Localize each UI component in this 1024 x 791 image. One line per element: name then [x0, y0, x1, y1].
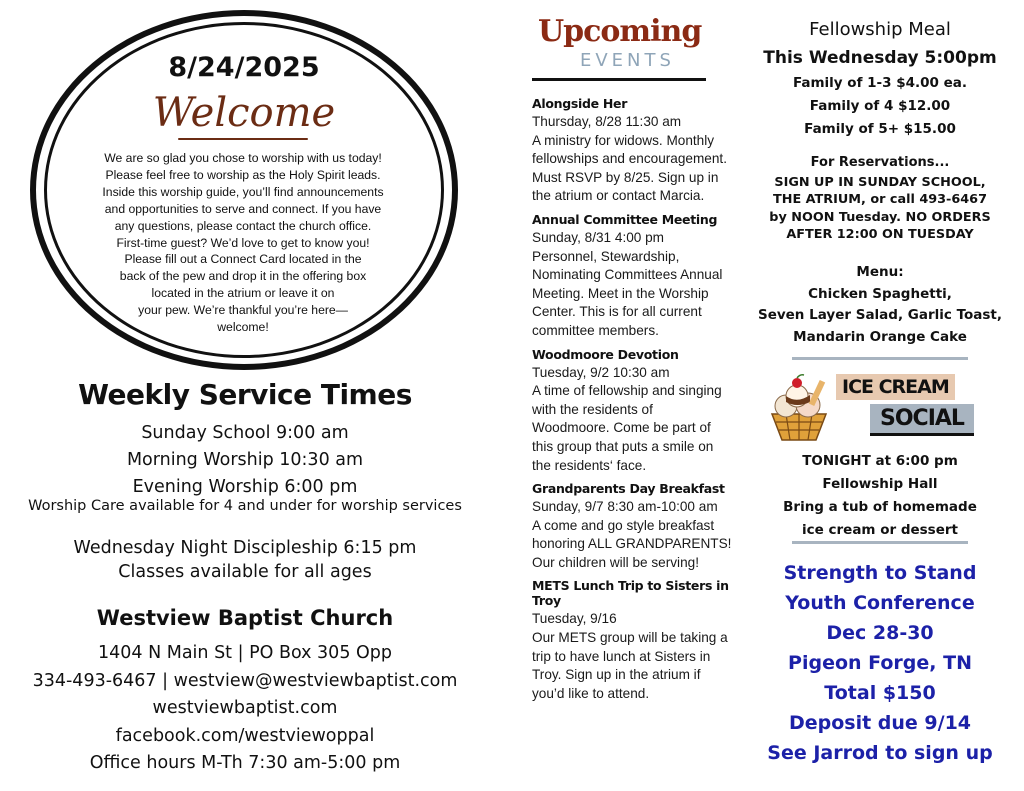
morning-worship-time: Morning Worship 10:30 am — [126, 450, 364, 470]
event-title: Woodmoore Devotion — [532, 346, 679, 362]
fellowship-title: Fellowship Meal — [809, 19, 951, 40]
ice-cream-title: ICE CREAM — [836, 374, 955, 400]
classes-note: Classes available for all ages — [118, 562, 372, 582]
welcome-line: located in the atrium or leave it on — [151, 286, 335, 301]
menu-heading: Menu: — [856, 264, 904, 280]
welcome-line: welcome! — [217, 320, 269, 335]
events-list — [532, 96, 760, 709]
menu-item: Mandarin Orange Cake — [793, 328, 967, 345]
welcome-line: and opportunities to serve and connect. If you have — [104, 201, 382, 216]
ice-cream-where: Fellowship Hall — [822, 476, 938, 492]
welcome-line: Please fill out a Connect Card located in the — [124, 252, 362, 267]
reservation-line: SIGN UP IN SUNDAY SCHOOL, — [774, 174, 986, 190]
youth-conference — [752, 558, 1008, 768]
ice-cream-details — [760, 450, 1000, 542]
event-line: Woodmoore. Come be part of — [532, 420, 711, 436]
event-title: Annual Committee Meeting — [532, 211, 718, 227]
church-contact — [10, 640, 480, 778]
event-item — [532, 96, 760, 206]
church-address: 1404 N Main St | PO Box 305 Opp — [97, 643, 393, 663]
event-item — [532, 347, 760, 476]
office-hours: Office hours M-Th 7:30 am-5:00 pm — [89, 753, 401, 773]
event-line: A ministry for widows. Monthly — [532, 132, 715, 148]
event-line: committee members. — [532, 322, 659, 338]
fellowship-meal — [760, 16, 1000, 141]
worship-care-note: Worship Care available for 4 and under for worship services — [28, 498, 462, 514]
service-times-list — [10, 420, 480, 501]
church-website-link[interactable]: westviewbaptist.com — [152, 698, 338, 718]
event-title: METS Lunch Trip to Sisters in Troy — [532, 578, 729, 609]
welcome-line: First-time guest? We’d love to get to know you! — [116, 235, 370, 250]
reservation-line: AFTER 12:00 ON TUESDAY — [786, 227, 974, 242]
event-line: honoring ALL GRANDPARENTS! — [532, 536, 732, 552]
youth-line: Total $150 — [824, 682, 936, 704]
event-line: Nominating Committees Annual — [532, 267, 723, 283]
event-line: A time of fellowship and singing — [532, 383, 722, 399]
ice-cream-bring: Bring a tub of homemade — [783, 499, 977, 515]
event-line: Tuesday, 9/16 — [532, 611, 617, 627]
event-line: the residents‘ face. — [532, 457, 647, 473]
menu-item: Chicken Spaghetti, — [808, 285, 952, 302]
event-line: Center. This is for all current — [532, 304, 702, 320]
event-details — [532, 229, 760, 341]
fellowship-price: Family of 4 $12.00 — [809, 98, 951, 114]
welcome-line: We are so glad you chose to worship with us today! — [104, 151, 382, 165]
event-line: Thursday, 8/28 11:30 am — [532, 114, 682, 129]
event-line: Our METS group will be taking a — [532, 630, 728, 646]
bulletin-date: 8/24/2025 — [168, 52, 320, 83]
youth-line: Pigeon Forge, TN — [788, 652, 972, 674]
event-line: Tuesday, 9/2 10:30 am — [532, 364, 670, 380]
event-line: Meeting. Meet in the Worship — [532, 285, 709, 301]
church-phone-email[interactable]: 334-493-6467 | westview@westviewbaptist.com — [32, 670, 458, 691]
event-details — [532, 364, 760, 476]
reservation-info — [760, 154, 1000, 244]
youth-line: Strength to Stand — [783, 562, 977, 584]
wednesday-discipleship-time: Wednesday Night Discipleship 6:15 pm — [73, 538, 417, 558]
youth-line: Deposit due 9/14 — [788, 712, 972, 734]
event-title: Alongside Her — [532, 96, 628, 111]
welcome-heading: Welcome — [152, 90, 336, 136]
reservation-line: by NOON Tuesday. NO ORDERS — [769, 209, 991, 225]
event-details — [532, 498, 760, 572]
fellowship-price: Family of 5+ $15.00 — [804, 121, 956, 137]
service-times-title: Weekly Service Times — [78, 378, 412, 411]
welcome-line: any questions, please contact the church office. — [114, 218, 372, 233]
upcoming-events-subtitle: EVENTS — [580, 50, 675, 71]
event-line: A come and go style breakfast — [532, 517, 715, 533]
event-line: Personnel, Stewardship, — [532, 248, 680, 264]
reservation-heading: For Reservations... — [810, 155, 950, 170]
event-line: Troy. Sign up in the atrium if — [532, 667, 701, 683]
upcoming-divider — [532, 78, 706, 81]
menu-item: Seven Layer Salad, Garlic Toast, — [757, 307, 1003, 323]
event-line: fellowships and encouragement. — [532, 151, 727, 167]
wednesday-info — [10, 536, 480, 584]
event-line: Sunday, 9/7 8:30 am-10:00 am — [532, 499, 718, 515]
event-line: Must RSVP by 8/25. Sign up in — [532, 169, 719, 185]
fellowship-price: Family of 1-3 $4.00 ea. — [792, 75, 968, 91]
event-line: trip to have lunch at Sisters in — [532, 648, 711, 664]
ice-cream-subtitle: SOCIAL — [870, 404, 974, 436]
church-name: Westview Baptist Church — [96, 606, 394, 630]
event-item — [532, 481, 760, 572]
reservation-line: THE ATRIUM, or call 493-6467 — [773, 192, 987, 207]
evening-worship-time: Evening Worship 6:00 pm — [132, 477, 358, 497]
welcome-underline — [178, 138, 308, 140]
welcome-line: back of the pew and drop it in the offering box — [119, 269, 367, 284]
section-divider — [792, 357, 968, 360]
sunday-school-time: Sunday School 9:00 am — [141, 423, 349, 443]
event-line: with the residents of — [532, 401, 653, 417]
church-facebook-link[interactable]: facebook.com/westviewoppal — [115, 725, 375, 746]
event-line: Our children will be serving! — [532, 554, 699, 570]
welcome-message — [88, 150, 398, 336]
event-details — [532, 113, 760, 206]
youth-line: Youth Conference — [785, 592, 975, 614]
youth-line: Dec 28-30 — [826, 622, 934, 644]
welcome-line: your pew. We’re thankful you’re here— — [138, 303, 348, 318]
welcome-line: Inside this worship guide, you’ll find announcements — [102, 184, 384, 199]
event-details — [532, 610, 760, 703]
ice-cream-bring: ice cream or dessert — [802, 522, 958, 538]
welcome-line: Please feel free to worship as the Holy Spirit leads. — [105, 167, 381, 182]
upcoming-title: Upcoming — [538, 14, 702, 49]
ice-cream-sundae-icon — [766, 374, 832, 446]
event-line: you’d like to attend. — [532, 685, 650, 701]
ice-cream-when: TONIGHT at 6:00 pm — [802, 453, 958, 469]
event-line: the atrium or contact Marcia. — [532, 188, 705, 204]
event-item — [532, 212, 760, 341]
event-item — [532, 578, 760, 703]
meal-menu — [756, 262, 1004, 348]
section-divider — [792, 541, 968, 544]
fellowship-when: This Wednesday 5:00pm — [763, 48, 997, 68]
event-line: Sunday, 8/31 4:00 pm — [532, 229, 665, 245]
youth-line: See Jarrod to sign up — [767, 742, 993, 764]
event-title: Grandparents Day Breakfast — [532, 481, 725, 497]
event-line: this group that puts a smile on — [532, 438, 714, 454]
